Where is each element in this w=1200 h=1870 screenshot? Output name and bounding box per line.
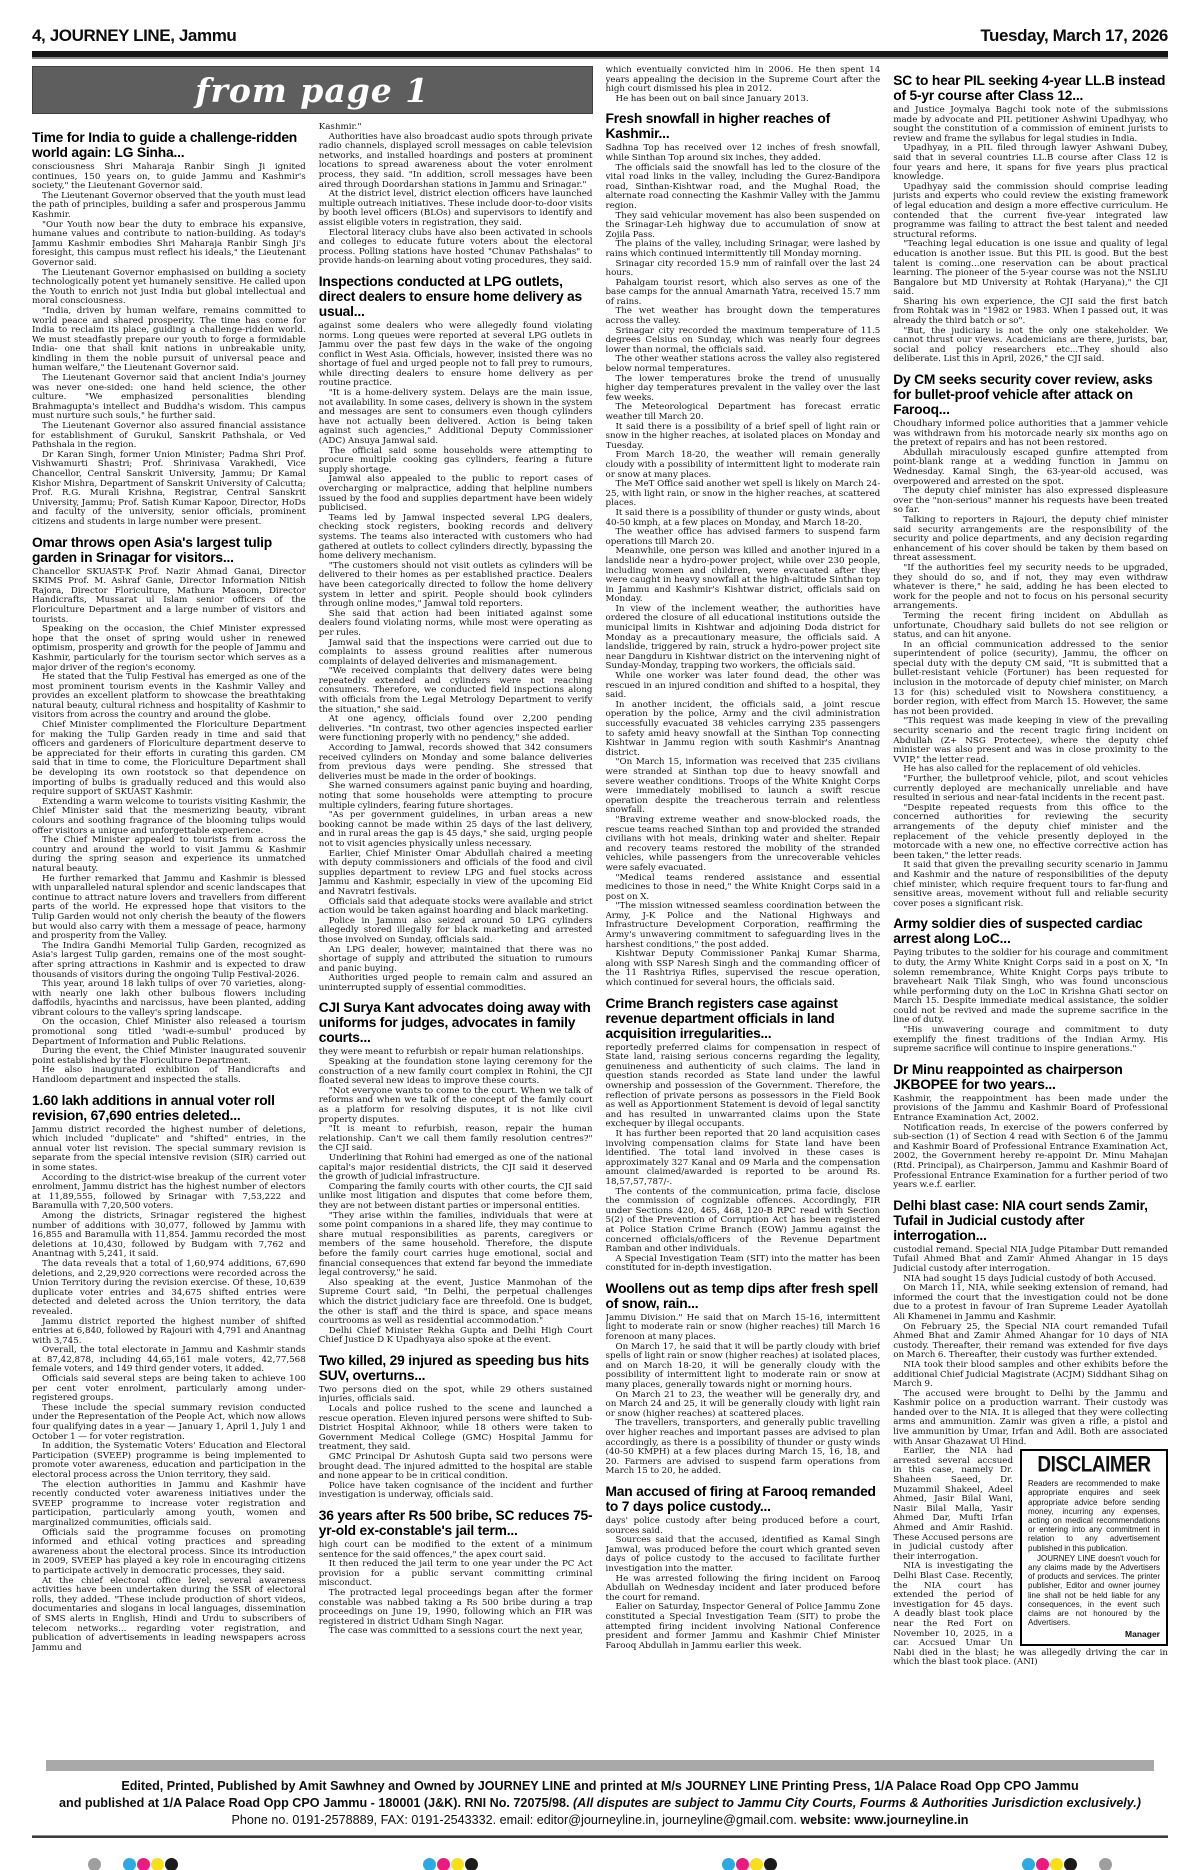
- article-paragraph: A Special Investigation Team (SIT) into the matter has been constituted for in-depth investigation.: [605, 1253, 881, 1274]
- article-body: [606, 144, 881, 988]
- article-paragraph: Kishtwar Deputy Commissioner Pankaj Kumar Sharma, along with SSP Naresh Singh and the commanding officer of the 11 Rashtriya Rifles, supervised the rescue operation, which continued for several hours, the officials said.: [605, 949, 881, 989]
- article-paragraph: In an official communication addressed to the senior superintendent of police (security), Jammu, the officer on special duty with the deputy CM said, "It is submitted that a bullet-resistant vehicle (Fortuner) has been requested for inclusion in the motorcade of deputy chief minister, on March 13 for (his) scheduled visit to Nowshera constituency, a border region, with effect from March 15. However, the same has not been provided.: [893, 639, 1168, 717]
- article-paragraph: NIA took their blood samples and other exhibits before the additional Chief Judicial Magistrate (ACJM) Siddhant Sihag on March 9.: [893, 1359, 1168, 1390]
- registration-dot: [750, 1858, 763, 1870]
- article-paragraph: Delhi Chief Minister Rekha Gupta and Delhi High Court Chief Justice D K Upadhyaya also spoke at the event.: [318, 1325, 593, 1346]
- imprint-line-2: [0, 1795, 1200, 1812]
- article-paragraph: Sharing his own experience, the CJI said the first batch from Rohtak was in "1982 or 1983. When I passed out, it was already the third batch or so".: [893, 296, 1168, 327]
- article-paragraph: Kashmir, the reappointment has been made under the provisions of the Jammu and Kashmir Board of Professional Entrance Examination Act, 2002.: [893, 1093, 1168, 1124]
- page-columns: [32, 66, 1168, 1754]
- article-headline: Dr Minu reappointed as chairperson JKBOPEE for two years...: [893, 1061, 1123, 1092]
- article-paragraph: At the district level, district election officers have launched multiple outreach initiatives. These include door-to-door visits by booth level officers (BLOs) and supervisors to identify and assist eligible voters in registration, they said.: [318, 189, 593, 228]
- left-half: [32, 66, 593, 1754]
- article-headline: Man accused of firing at Farooq remanded to 7 days police custody...: [605, 1483, 876, 1514]
- article-paragraph: Officials said several steps are being taken to achieve 100 per cent voter enrolment, particularly among under-registered groups.: [32, 1374, 306, 1404]
- imprint-line-3-text: Phone no. 0191-2578889, FAX: 0191-2543332. email: editor@journeyline.in, journeyline@gmail.com.: [231, 1813, 801, 1827]
- article-paragraph: Pahalgam tourist resort, which also serves as one of the base camps for the annual Amarnath Yatra, received 15.7 mm of rains.: [605, 277, 881, 307]
- registration-dot: [1022, 1858, 1035, 1870]
- article-paragraph: The case was committed to a sessions court the next year,: [328, 1626, 584, 1637]
- article-paragraph: In another incident, the officials said, a joint rescue operation by the police, Army and the civil administration successfully evacuated 38 vehicles carrying 235 passengers to safety amid heavy snowfall at the Sinthan Top connecting Kishtwar in Jammu region with south Kashmir's Anantnag district.: [605, 699, 881, 758]
- article-paragraph: The election authorities in Jammu and Kashmir have recently conducted voter awareness initiatives under the SVEEP programme to increase voter registration and participation, particularly among youth, women and marginalized communities, officials said.: [32, 1479, 306, 1528]
- article-paragraph: Abdullah miraculously escaped gunfire attempted from point-blank range at a wedding function in Jammu on Wednesday. Kamal Singh, the 63-year-old accused, was overpowered and arrested on the spot.: [893, 447, 1168, 487]
- article-paragraph: Srinagar city recorded the maximum temperature of 11.5 degrees Celsius on Sunday, which was nearly four degrees lower than normal, the officials said.: [605, 325, 881, 355]
- banner-text: from page 1: [195, 70, 430, 110]
- article-body: [32, 568, 306, 1086]
- article-paragraph: "India, driven by human welfare, remains committed to world peace and shared prosperity. The time has come for India to reclaim its place, guiding a challenge-ridden world. We must steadfastly prepare our youth to forge a formidable India- one that shall knit nations in unbreakable unity, kindling in them the noble pursuit of universal peace and human welfare," the Lieutenant Governor said.: [32, 305, 306, 374]
- article-paragraph: days' police custody after being produced before a court, sources said.: [605, 1515, 881, 1536]
- article-paragraph: The data reveals that a total of 1,60,974 additions, 67,690 deletions, and 2,29,920 corrections were recorded across the Union Territory during the revision exercise. Of these, 10,639 duplicate voter entries and 34,675 shifted entries were detected and deleted across the Union territory, the data revealed.: [32, 1258, 306, 1317]
- article-paragraph: The Lieutenant Governor emphasised on building a society technologically potent yet humanely sensitive. He called upon the Youth to enrich not just India but global intellectual and moral consciousness.: [32, 267, 306, 307]
- article-paragraph: On the occasion, Chief Minister also released a tourism promotional song titled 'wadi-e-sumbul' produced by Department of Information and Public Relations.: [32, 1017, 306, 1047]
- article-paragraph: and Justice Joymalya Bagchi took note of the submissions made by advocate and PIL petitioner Ashwini Upadhyay, who sought the constitution of a commission of eminent jurists to review and frame the syllabus for legal studies in India.: [893, 105, 1168, 144]
- article-body: [319, 1386, 593, 1501]
- article-paragraph: The Lieutenant Governor observed that the youth must lead the path of principles, building a safer and prosperous Jammu Kashmir.: [32, 190, 306, 220]
- registration-dot: [123, 1858, 136, 1870]
- article-paragraph: The plains of the valley, including Srinagar, were lashed by rains which continued intermittently till Monday morning.: [605, 239, 881, 259]
- article-paragraph: Speaking on the occasion, the Chief Minister expressed hope that the onset of spring would usher in renewed optimism, prosperity and growth for the people of Jammu and Kashmir, particularly for the tourism sector which serves as a major driver of the region's economy.: [32, 624, 306, 673]
- article-paragraph: "Braving extreme weather and snow-blocked roads, the rescue teams reached Sinthan top and provided the stranded civilians with hot meals, drinking water and shelter. Repair and recovery teams restored the mobility of the stranded vehicles, while passengers from the unrecoverable vehicles were safely evacuated.: [605, 814, 881, 873]
- article-headline: Crime Branch registers case against revenue department officials in land acquisition irregularities...: [605, 995, 838, 1041]
- article-paragraph: In addition, the Systematic Voters' Education and Electoral Participation (SVEEP) programme is being implemented to promote voter awareness, education and participation in the electoral process across the Union territory, they said.: [32, 1441, 306, 1480]
- article-paragraph: which eventually convicted him in 2006. He then spent 14 years appealing the decision in the Supreme Court after the high court dismissed his plea in 2012.: [605, 66, 881, 95]
- article-paragraph: The Lieutenant Governor said that ancient India's journey was never one-sided: one hand held science, the other culture. "We emphasized personalities blending Brahmagupta's intellect and Buddha's wisdom. This campus must nurture such souls," he further said.: [32, 373, 306, 422]
- article-body: [319, 1541, 593, 1637]
- article-body: [32, 163, 306, 528]
- article-body: [319, 1048, 593, 1345]
- article-paragraph: He also inaugurated exhibition of Handicrafts and Handloom department and inspected the stalls.: [32, 1065, 306, 1086]
- article-paragraph: He further remarked that Jammu and Kashmir is blessed with unparalleled natural splendor and scenic landscapes that continue to attract nature lovers and travellers from different parts of the world. He expressed hope that visitors to the Tulip Garden would not only cherish the beauty of the flowers but would also carry with them a message of peace, harmony and prosperity from the Valley.: [32, 873, 306, 942]
- article-paragraph: On March 11, NIA, while seeking extension of remand, had informed the court that the investigation could not be done due to a protest in favour of Iran Supreme Leader Ayatollah Ali Khamenei in Jammu and Kashmir.: [893, 1283, 1168, 1322]
- article-paragraph: The Chief Minister appealed to tourists from across the country and around the world to visit Jammu & Kashmir during the spring season and experience its unmatched natural beauty.: [32, 835, 306, 874]
- article-paragraph: reportedly preferred claims for compensation in respect of State land, raising serious concerns regarding the legality, genuineness and authenticity of such claims. The land in question stands recorded as State land under the lawful ownership and possession of the Government. Therefore, the reflection of private persons as possessors in the Field Book as well as Apportionment Statement is devoid of legal sanctity and has resulted in unwarranted claims upon the State exchequer by illegal occupants.: [605, 1042, 881, 1130]
- article-paragraph: It said there is a possibility of thunder or gusty winds, about 40-50 kmph, at a few places on Monday, and March 18-20.: [605, 507, 881, 528]
- article-body: [606, 1314, 881, 1477]
- article-paragraph: "His unwavering courage and commitment to duty exemplify the finest traditions of the Indian Army. His supreme sacrifice will continue to inspire generations.": [893, 1025, 1168, 1055]
- imprint-line-2-italic: (All disputes are subject to Jammu City Courts, Fourms & Authorities Jurisdiction exclusively.): [572, 1796, 1141, 1810]
- article-headline: 1.60 lakh additions in annual voter roll revision, 67,690 entries deleted...: [32, 1092, 275, 1123]
- masthead-page-info: 4, JOURNEY LINE, Jammu: [32, 26, 237, 45]
- column-4: [893, 66, 1168, 1754]
- article-paragraph: Jammu district recorded the highest number of deletions, which included "duplicate" and "shifted" entries, in the annual voter list revision. The special summary revision is separate from the special intensive revision (SIR) carried out in some states.: [32, 1124, 306, 1173]
- article-paragraph: Overall, the total electorate in Jammu and Kashmir stands at 87,42,878, including 44,65,161 male voters, 42,77,568 female voters, and 149 third gender voters, it added.: [32, 1345, 306, 1375]
- registration-dot: [137, 1858, 150, 1870]
- article-paragraph: The protracted legal proceedings began after the former constable was nabbed taking a Rs 500 bribe during a trap proceedings on June 19, 1990, following which an FIR was registered in district Udham Singh Nagar.: [318, 1587, 593, 1627]
- masthead: [0, 0, 1200, 46]
- column-2: [319, 123, 593, 1754]
- article-paragraph: "Further, the bulletproof vehicle, pilot, and scout vehicles currently deployed are mechanically unreliable and have resulted in serious and near-fatal incidents in the recent past.: [893, 774, 1168, 804]
- article-paragraph: Jammu Division." He said that on March 15-16, intermittent light to moderate rain or snow (higher reaches) till March 16 forenoon at many places.: [605, 1312, 881, 1343]
- disclaimer-title: DISCLAIMER: [1037, 1453, 1151, 1478]
- article-paragraph: "Despite repeated requests from this office to the concerned authorities for reviewing the security arrangements of the deputy chief minister and the replacement of the vehicle presently deployed in the motorcade with a new one, no effective corrective action has been taken," the letter reads.: [893, 802, 1168, 861]
- article-paragraph: Sources said that the accused, identified as Kamal Singh Jamwal, was produced before the court which granted seven days of police custody to the accused to facilitate further investigation into the matter.: [605, 1535, 881, 1574]
- article-body: [319, 322, 593, 994]
- article-paragraph: Srinagar city recorded 15.9 mm of rainfall over the last 24 hours.: [605, 258, 881, 279]
- article-paragraph: Talking to reporters in Rajouri, the deputy chief minister said security arrangements are the responsibility of the security and police departments, and any decision regarding enhancement of his cover should be taken by them based on threat assessment.: [893, 514, 1168, 564]
- article-paragraph: "If the authorities feel my security needs to be upgraded, they should do so, and if not, they may even withdraw whatever is there," he said, adding he has been elected to work for the people and not to focus on his personal security arrangements.: [893, 562, 1168, 612]
- article-paragraph: Sadhna Top has received over 12 inches of fresh snowfall, while Sinthan Top around six inches, they added.: [605, 143, 881, 163]
- article-paragraph: Authorities have also broadcast audio spots through private radio channels, displayed scroll messages on cable television networks, and installed hoardings and posters at prominent locations to spread awareness about the voter enrolment process, they said. "In addition, scroll messages have been aired through Doordarshan stations in Jammu and Srinagar.": [318, 131, 593, 190]
- article-headline: Two killed, 29 injured as speeding bus hits SUV, overturns...: [318, 1352, 589, 1383]
- article-paragraph: It has further been reported that 20 land acquisition cases involving compensation claims for State land have been identified. The total land involved in these cases is approximately 327 Kanal and 09 Marla and the compensation amount claimed/awarded is reported to be around Rs. 18,57,57,787/-.: [605, 1128, 881, 1187]
- article-paragraph: "The customers should not visit outlets as cylinders will be delivered to their homes as per established practice. Dealers have been categorically directed to follow the home delivery system in letter and spirit. People should book cylinders through online modes," Jamwal told reporters.: [318, 560, 593, 610]
- article-paragraph: He was arrested following the firing incident on Farooq Abdullah on Wednesday incident and later produced before the court for remand.: [605, 1573, 881, 1603]
- article-paragraph: Underlining that Rohini had emerged as one of the national capital's major residential districts, the CJI said it deserved the growth of judicial infrastructure.: [318, 1153, 593, 1183]
- article-paragraph: Ealier on Saturday, Inspector General of Police Jammu Zone constituted a Special Investigation Team (SIT) to probe the attempted firing incident involving National Conference president and former Jammu and Kashmir Chief Minister Farooq Abdullah in Jammu earlier this week.: [605, 1602, 881, 1651]
- registration-dot: [736, 1858, 749, 1870]
- article-body: [606, 1044, 881, 1274]
- registration-marks: [88, 1858, 1112, 1870]
- article-paragraph: She warned consumers against panic buying and hoarding, noting that some households were attempting to procure multiple cylinders, fearing future shortages.: [318, 781, 593, 811]
- article-paragraph: The official said some households were attempting to procure multiple cooking gas cylinders, fearing a future supply shortage.: [318, 445, 593, 475]
- article-headline: Army soldier dies of suspected cardiac arrest along LoC...: [893, 916, 1143, 947]
- article-paragraph: Choudhary informed police authorities that a jammer vehicle was withdrawn from his motorcade nearly six months ago on the pretext of repairs and has not been restored.: [893, 419, 1168, 449]
- article-body: [319, 123, 593, 267]
- registration-dot: [151, 1858, 164, 1870]
- article-paragraph: He has been out on bail since January 2013.: [615, 93, 809, 104]
- article-paragraph: high court can be modified to the extent of a minimum sentence for the said offences," the apex court said.: [318, 1540, 593, 1560]
- column-1: [32, 123, 306, 1754]
- article-paragraph: Among the districts, Srinagar registered the highest number of additions with 30,077, followed by Jammu with 16,855 and Baramulla with 11,854. Jammu recorded the most deletions at 10,430, followed by Budgam with 7,762 and Anantnag with 5,241, it said.: [32, 1210, 306, 1260]
- article-paragraph: "As per government guidelines, in urban areas a new booking cannot be made within 25 days of the last delivery, and in rural areas the gap is 45 days," she said, urging people not to visit agencies physically unless necessary.: [318, 810, 593, 849]
- article-paragraph: At one agency, officials found over 2,200 pending deliveries. "In contrast, two other agencies inspected earlier were functioning properly with no pendency," she added.: [318, 714, 593, 744]
- article-paragraph: Meanwhile, one person was killed and another injured in a landslide near a hydro-power project, while over 230 people, including women and children, were evacuated after they were caught in heavy snowfall at the high-altitude Sinthan top in Jammu and Kashmir's Kishtwar district, officials said on Monday.: [605, 546, 881, 605]
- article-paragraph: "Teaching legal education is one issue and quality of legal education is another issue. But this PIL is good. But the best talent is coming...one reservation can be about practical learning. The pioneer of the 5-year course was not the NSLIU Bangalore but MD University at Rohtak (Haryana)," the CJI said.: [893, 239, 1168, 298]
- imprint-line-1: Edited, Printed, Published by Amit Sawhney and Owned by JOURNEY LINE and printed at M/s JOURNEY LINE Printing Press, 1/A Palace Road Opp CPO Jammu: [121, 1779, 1079, 1793]
- article-paragraph: The travellers, transporters, and generally public travelling over higher reaches and important passes are advised to plan accordingly, as there is a possibility of thunder or gusty winds (40-50 KMPH) at a few places during March 15, 16, 18, and 20. Farmers are advised to suspend farm operations from March 15 to 20, he added.: [605, 1418, 881, 1477]
- article-paragraph: They said vehicular movement has also been suspended on the Srinagar-Leh highway due to accumulation of snow at Zojila Pass.: [605, 210, 881, 240]
- article-paragraph: Chancellor SKUAST-K Prof. Nazir Ahmad Ganai, Director SKIMS Prof. M. Ashraf Ganie, Director Information Nitish Rajora, Director Floriculture, Mathura Masoom, Director Handicrafts, Mussarat ul Islam senior officers of the Floriculture Department and a large number of visitors and tourists.: [32, 566, 306, 625]
- article-paragraph: "On March 15, information was received that 235 civilians were stranded at Sinthan top due to heavy snowfall and severe weather conditions. Troops of the White Knight Corps were immediately mobilised to launch a swift rescue operation despite the treacherous terrain and relentless snowfall.: [605, 757, 881, 816]
- article-paragraph: It said that given the prevailing security scenario in Jammu and Kashmir and the nature of responsibilities of the deputy chief minister, which require frequent tours to far-flung and sensitive areas, movement without full and reliable security cover poses a significant risk.: [893, 860, 1168, 909]
- article-paragraph: Paying tributes to the soldier for his courage and commitment to duty, the Army White Knight Corps said in a post on X, "In solemn remembrance, White Knight Corps pays tribute to braveheart Naik Tilak Singh, who was found unconscious while performing duty on the LoC in Krishna Ghati sector on March 15. Despite immediate medical assistance, the soldier could not be revived and made the supreme sacrifice in the line of duty.: [893, 948, 1168, 1026]
- disclaimer-box: [1020, 1449, 1168, 1645]
- disclaimer-paragraph: Readers are recommended to make appropriate enquires and seek appropriate advice before sending money, incurring any expenses, acting on medical recommendations or entering into any commitment in relation to any advertisement published in this publication.: [1028, 1479, 1160, 1553]
- article-paragraph: Terming the recent firing incident on Abdullah as unfortunate, Choudhary said bullets do not see religion or status, and can hit anyone.: [893, 610, 1168, 641]
- article-paragraph: The weather office has advised farmers to suspend farm operations till March 20.: [605, 527, 881, 547]
- article-paragraph: Two persons died on the spot, while 29 others sustained injuries, officials said.: [318, 1384, 593, 1405]
- article-body: [893, 949, 1168, 1055]
- registration-dot: [1099, 1858, 1112, 1870]
- article-paragraph: Extending a warm welcome to tourists visiting Kashmir, the Chief Minister said that the mesmerizing beauty, vibrant colours and soothing fragrance of the blooming tulips would offer visitors a unique and unforgettable experience.: [32, 796, 306, 836]
- article-body: [606, 66, 881, 104]
- article-headline: 36 years after Rs 500 bribe, SC reduces 75-yr-old ex-constable's jail term...: [318, 1508, 593, 1538]
- footer-rule: [32, 1835, 1168, 1838]
- imprint-website: website: www.journeyline.in: [800, 1813, 969, 1827]
- article-paragraph: custodial remand. Special NIA Judge Pitambar Dutt remanded Tufail Ahmed Bhat and Zamir Ahmed Ahangar in 15 days Judicial custody after interrogation.: [893, 1244, 1168, 1274]
- article-paragraph: These include the special summary revision conducted under the Representation of the People Act, which now allows four qualifying dates in a year — January 1, April 1, July 1 and October 1 — for voter registration.: [32, 1402, 306, 1442]
- article-paragraph: Kashmir.": [318, 123, 362, 132]
- article-paragraph: GMC Principal Dr Ashutosh Gupta said two persons were brought dead. The injured admitted to the hospital are stable and none appear to be in critical condition.: [318, 1452, 593, 1482]
- imprint-line-3: [0, 1812, 1200, 1829]
- article-headline: Time for India to guide a challenge-ridden world again: LG Sinha...: [32, 130, 298, 160]
- article-paragraph: From March 18-20, the weather will remain generally cloudy with a possibility of intermittent light to moderate rain or snow at many places.: [605, 450, 881, 480]
- article-paragraph: Speaking at the foundation stone laying ceremony for the construction of a new family court complex in Rohini, the CJI floated several new ideas to improve these courts.: [318, 1057, 593, 1087]
- article-paragraph: The Meteorological Department has forecast erratic weather till March 20.: [605, 402, 881, 422]
- article-paragraph: Jammu district reported the highest number of shifted entries at 6,840, followed by Rajouri with 4,791 and Anantnag with 3,745.: [32, 1316, 306, 1346]
- registration-dot: [1050, 1858, 1063, 1870]
- masthead-date: Tuesday, March 17, 2026: [980, 26, 1168, 45]
- article-paragraph: Earlier, Chief Minister Omar Abdullah chaired a meeting with deputy commissioners and officials of the food and civil supplies department to review LPG and fuel stocks across Jammu and Kashmir, especially in view of the upcoming Eid and Navratri festivals.: [318, 848, 593, 897]
- article-body: [606, 1517, 881, 1651]
- article-body: [32, 1126, 306, 1654]
- article-paragraph: On March 21 to 23, the weather will be generally dry, and on March 24 and 25, it will be generally cloudy with light rain or snow (higher reaches) at scattered places.: [605, 1389, 881, 1419]
- cmyk-dot-group: [123, 1858, 178, 1870]
- article-paragraph: "It is meant to refurbish, reason, repair the human relationship. Can't we call them family resolution centres?" the CJI said.: [318, 1124, 593, 1154]
- article-paragraph: While one worker was later found dead, the other was rescued in an injured condition and shifted to a hospital, they said.: [605, 671, 881, 701]
- article-body: [893, 420, 1168, 909]
- article-headline: Dy CM seeks security cover review, asks for bullet-proof vehicle after attack on Farooq...: [893, 372, 1153, 418]
- article-paragraph: Notification reads, In exercise of the powers conferred by sub-section (1) of Section 4 read with Section 6 of the Jammu and Kashmir Board of Professional Entrance Examination Act, 2002, the Government hereby re-appoint Dr. Minu Mahajan (Rtd. Principal), as Chairperson, Jammu and Kashmir Board of Professional Entrance Examination for a further period of two years w.e.f. earlier.: [893, 1122, 1168, 1191]
- article-paragraph: An LPG dealer, however, maintained that there was no shortage of supply and attributed the situation to rumours and panic buying.: [318, 944, 593, 974]
- article-paragraph: NIA is investigating the Delhi Blast Case. Recently, the NIA court has extended the period of investigation for 45 days. A deadly blast took place near the Red Fort on November 10, 2025, in a car. Accsued Umar Un Nabi died in the blast; he was allegedly driving the car in which the blast took place. (ANI): [893, 1561, 1168, 1668]
- article-paragraph: Police have taken cognisance of the incident and further investigation is underway, officials said.: [318, 1480, 593, 1501]
- article-body: [893, 1246, 1168, 1668]
- article-paragraph: "It is a home-delivery system. Delays are the main issue, not availability. In some cases, delivery is shown in the system and messages are sent to consumers even though cylinders have not actually been delivered. Action is being taken against such agencies," Additional Deputy Commissioner (ADC) Ansuya Jamwal said.: [318, 388, 593, 447]
- registration-dot: [1036, 1858, 1049, 1870]
- article-paragraph: Chief Minister complimented the Floriculture Department for making the Tulip Garden ready in time and said that officers and gardeners of Floriculture department deserve to be appreciated for their efforts in curating this garden. CM said that in time to come, the Floriculture Department shall be developing its own rootstock so that dependence on importing of bulbs is gradually reduced and this would also require support of SKUAST Kashmir.: [32, 720, 306, 798]
- article-paragraph: The Indira Gandhi Memorial Tulip Garden, recognized as Asia's largest Tulip garden, remains one of the most sought-after spring attractions in Kashmir and is expected to draw thousands of visitors during the ongoing Tulip Festival-2026.: [32, 940, 306, 980]
- article-paragraph: "We received complaints that delivery dates were being repeatedly extended and cylinders were not reaching consumers. Therefore, we conducted field inspections along with officials from the Legal Metrology Department to verify the situation," she said.: [318, 666, 593, 715]
- article-headline: CJI Surya Kant advocates doing away with uniforms for judges, advocates in family courts...: [318, 1000, 591, 1046]
- registration-dot: [1064, 1858, 1077, 1870]
- article-paragraph: Earlier, the NIA had arrested several accsued in this case, namely Dr. Shaheen Saeed, Dr. Muzammil Shakeel, Adeel Ahmed, Jasir Bilal Wani, Nasir Bilal Malla, Yasir Ahmed Dar, Mufti Irfan Ahmed and Amir Rashid. These Accused persons are in judicial custody after their interrogation.: [893, 1446, 1013, 1562]
- article-paragraph: It then reduced the jail term to one year under the PC Act provision for a public servant committing criminal misconduct.: [318, 1559, 593, 1589]
- article-paragraph: Officials said the programme focuses on promoting informed and ethical voting practices and spreading awareness about the electoral process. Since its introduction in 2009, SVEEP has played a key role in encouraging citizens to participate actively in democratic processes, they said.: [32, 1527, 306, 1576]
- article-paragraph: NIA had sought 15 days Judicial custody of both Accused.: [903, 1273, 1157, 1284]
- article-paragraph: The Lieutenant Governor also assured financial assistance for establishment of Gurukul, Sanskrit Pathshala, or Ved Pathshala in the region.: [32, 421, 306, 451]
- article-paragraph: "The mission witnessed seamless coordination between the Army, J-K Police and the National Highways and Infrastructure Development Corporation, reaffirming the Army's unwavering commitment to safeguarding lives in the harshest conditions," the post added.: [605, 901, 881, 950]
- registration-dot: [764, 1858, 777, 1870]
- article-paragraph: The MeT Office said another wet spell is likely on March 24-25, with light rain, or snow in the higher reaches, at scattered places.: [605, 479, 881, 509]
- article-paragraph: This year, around 18 lakh tulips of over 70 varieties, along-with nearly one lakh other bulbous flowers including daffodils, hyacinths and narcissus, have been planted, adding vibrant colours to the valley's spring landscape.: [32, 979, 306, 1018]
- article-headline: Delhi blast case: NIA court sends Zamir, Tufail in Judicial custody after interrogation...: [893, 1197, 1148, 1243]
- article-paragraph: The officials said the snowfall has led to the closure of the vital road links in the valley, including the Gurez-Bandipora road, Sinthan-Kishtwar road, and the Mughal Road, the alternate road connecting the Kashmir Valley with the Jammu region.: [605, 162, 881, 211]
- article-paragraph: He has also called for the replacement of old vehicles.: [903, 764, 1141, 775]
- article-paragraph: against some dealers who were allegedly found violating norms. Long queues were reported at several LPG outlets in Jammu over the past few days in the wake of the ongoing conflict in West Asia. Officials, however, insisted there was no shortage of fuel and urged people not to fall prey to rumours, while directing dealers to ensure home delivery as per routine practice.: [318, 320, 593, 389]
- footer-separator-bar: [46, 1760, 1154, 1771]
- article-paragraph: "This request was made keeping in view of the prevailing security scenario and the recent tragic firing incident on Abdullah (Z+ NSG Protectee), where the deputy chief minister was also present and was in close proximity to the VVIP," the letter read.: [893, 716, 1168, 765]
- column-3: [606, 66, 881, 1754]
- article-paragraph: consciousness Shri Maharaja Ranbir Singh Ji ignited continues, 150 years on, to guide Jammu and Kashmir's society," the Lieutenant Governor said.: [32, 162, 306, 192]
- article-paragraph: "But, the judiciary is not the only one stakeholder. We cannot thrust our views. Academicians are there, jurists, bar, social and policy researchers etc...They should also deliberate. List this in April, 2026," the CJI said.: [893, 325, 1168, 365]
- registration-dot: [88, 1858, 101, 1870]
- article-paragraph: It said there is a possibility of a brief spell of light rain or snow in the higher reaches, at isolated places on Monday and Tuesday.: [605, 421, 881, 451]
- article-paragraph: "Our Youth now bear the duty to embrace his expansive, humane values and contribute to nation-building. As today's Jammu Kashmir embodies Shri Maharaja Ranbir Singh Ji's foresight, this campus must reflect his ideals," the Lieutenant Governor said.: [32, 219, 306, 268]
- article-headline: Omar throws open Asia's largest tulip garden in Srinagar for visitors...: [32, 534, 272, 565]
- article-paragraph: Electoral literacy clubs have also been activated in schools and colleges to educate future voters about the electoral process. Polling stations have hosted "Chunav Pathshalas" to provide hands-on learning about voting procedures, they said.: [318, 227, 593, 267]
- article-paragraph: "Not everyone wants to come to the court. When we talk of reforms and when we talk of the concept of the family court as a platform for resolving disputes, it is not like civil property disputes.: [318, 1085, 593, 1125]
- disclaimer-signature: Manager: [1125, 1628, 1160, 1639]
- article-body: [893, 1095, 1168, 1191]
- registration-dot: [451, 1858, 464, 1870]
- imprint-line-2-text: and published at 1/A Palace Road Opp CPO Jammu - 180001 (J&K). RNI No. 72075/98.: [59, 1796, 573, 1810]
- article-paragraph: At the chief electoral office level, several awareness activities have been undertaken during the SSR of electoral rolls, they added. "These include production of short videos, documentaries and slogans in local languages, dissemination of SMS alerts in English, Hindi and Urdu to subscribers of telecom networks... regarding voter registration, and publication of advertisements in leading newspapers across Jammu and: [32, 1575, 306, 1653]
- registration-dot: [722, 1858, 735, 1870]
- article-paragraph: In view of the inclement weather, the authorities have ordered the closure of all educational institutions outside the municipal limits in Kishtwar and adjoining Doda district for Monday as a precautionary measure, the officials said. A landslide, triggered by rain, struck a hydro-power project site near Dangduru in Kishtwar district on the intervening night of Sunday-Monday, trapping two workers, the officials said.: [605, 603, 881, 672]
- article-paragraph: Comparing the family courts with other courts, the CJI said unlike most litigation and disputes that come before them, they are not between distant parties or impersonal entities.: [318, 1181, 593, 1211]
- article-paragraph: According to Jamwal, records showed that 342 consumers received cylinders on Monday and some balance deliveries from previous days were pending. She stressed that deliveries must be made in the order of bookings.: [318, 743, 593, 782]
- article-paragraph: He stated that the Tulip Festival has emerged as one of the most prominent tourism events in the Kashmir Valley and provides an excellent platform to showcase the breathtaking natural beauty, cultural richness and hospitality of Kashmir to visitors from across the country and around the globe.: [32, 672, 306, 721]
- article-paragraph: Upadhyay, in a PIL filed through lawyer Ashwani Dubey, said that in several countries LL.B course after Class 12 is four years and here, it spans for five years plus practical knowledge.: [893, 143, 1168, 183]
- registration-dot: [465, 1858, 478, 1870]
- article-paragraph: "They arise within the families, individuals that were at some point companions in a shared life, they may continue to share mutual responsibilities as parents, caregivers or members of the same household. Therefore, the dispute before the family court carries huge emotional, social and financial consequences that extend far beyond the immediate legal controversy," he said.: [318, 1210, 593, 1279]
- disclaimer-paragraph: JOURNEY LINE doesn't vouch for any claims made by the Advertisers of products and services. The printer publisher, Editor and owner journey line shall not be held liable for any consequences, in the event such claims are not honoured by the Advertisers.: [1028, 1553, 1160, 1628]
- article-paragraph: On February 25, the Special NIA court remanded Tufail Ahmed Bhat and Zamir Ahmed Ahangar for 10 days of NIA custody. Thereafter, their remand was extended for five days on March 6. Thereafter, their custody was further extended.: [893, 1321, 1168, 1361]
- article-paragraph: According to the district-wise breakup of the current voter enrolment, Jammu district has the highest number of electors at 11,89,555, followed by Srinagar with 7,53,222 and Baramulla with 7,20,500 voters.: [32, 1172, 306, 1212]
- article-headline: Fresh snowfall in higher reaches of Kashmir...: [605, 111, 831, 142]
- article-paragraph: The accused were brought to Delhi by the Jammu and Kashmir police on a production warrant. Their custody was handed over to the NIA. It is alleged that they were collecting arms and ammunition. Zamir was given a rifle, a pistol and live ammunition by Umar, Irfan and Adil. Both are associated with Ansar Ghazawat Ul Hind.: [893, 1388, 1168, 1447]
- article-paragraph: Authorities urged people to remain calm and assured an uninterrupted supply of essential commodities.: [318, 973, 593, 993]
- article-body: [893, 106, 1168, 365]
- article-headline: Woollens out as temp dips after fresh spell of snow, rain...: [605, 1280, 879, 1311]
- article-paragraph: Officials said that adequate stocks were available and strict action would be taken against hoarding and black marketing.: [318, 896, 593, 917]
- article-paragraph: She said that action had been initiated against some dealers found violating norms, while most were operating as per rules.: [318, 608, 593, 638]
- from-page-1-banner: [32, 66, 593, 114]
- article-paragraph: The other weather stations across the valley also registered below normal temperatures.: [605, 354, 881, 375]
- registration-dot: [437, 1858, 450, 1870]
- article-headline: SC to hear PIL seeking 4-year LL.B instead of 5-yr course after Class 12...: [893, 73, 1166, 103]
- cmyk-dot-group: [1022, 1858, 1077, 1870]
- article-paragraph: The deputy chief minister has also expressed displeasure over the "non-serious" manner his requests have been treated so far.: [893, 486, 1168, 516]
- article-paragraph: "Medical teams rendered assistance and essential medicines to those in need," the White Knight Corps said in a post on X.: [605, 872, 881, 902]
- cmyk-dot-group: [722, 1858, 777, 1870]
- article-paragraph: Locals and police rushed to the scene and launched a rescue operation. Eleven injured persons were shifted to Sub-District Hospital Akhnoor, while 18 others were taken to Government Medical College (GMC) Hospital Jammu for treatment, they said.: [318, 1404, 593, 1453]
- article-headline: Inspections conducted at LPG outlets, direct dealers to ensure home delivery as usual...: [318, 273, 583, 319]
- masthead-rule: [32, 51, 1168, 59]
- article-paragraph: Teams led by Jamwal inspected several LPG dealers, checking stock registers, booking records and delivery systems. The teams also interacted with customers who had gathered at outlets to collect cylinders directly, bypassing the home delivery mechanism.: [318, 512, 593, 562]
- article-paragraph: The lower temperatures broke the trend of unusually higher day temperatures prevalent in the valley over the last few weeks.: [605, 373, 881, 403]
- article-paragraph: Dr Karan Singh, former Union Minister; Padma Shri Prof. Vishwamurti Shastri; Prof. Shrinivasa Varakhedi, Vice Chancellor, Central Sanskrit University, Jammu; Dr Kamal Kishor Mishra, Department of Sanskrit University of Calcutta; Prof. R.G. Murali Krishna, Registrar, Central Sanskrit University, Jammu; Prof. Satish Kumar Kapoor, Director, HoDs and faculty of the university, senior officials, prominent citizens and students in large number were present.: [32, 449, 306, 527]
- imprint-block: [0, 1778, 1200, 1829]
- article-paragraph: During the event, the Chief Minister inaugurated souvenir point established by the Floriculture Department.: [32, 1046, 306, 1066]
- registration-dot: [165, 1858, 178, 1870]
- registration-dot: [423, 1858, 436, 1870]
- article-paragraph: Jamwal said that the inspections were carried out due to complaints to assess ground realities after numerous complaints of delayed deliveries and mismanagement.: [318, 637, 593, 667]
- article-paragraph: Jamwal also appealed to the public to report cases of overcharging or malpractice, adding that helpline numbers issued by the food and supplies department have been widely publicised.: [318, 474, 593, 514]
- cmyk-dot-group: [423, 1858, 478, 1870]
- article-paragraph: Also speaking at the event, Justice Manmohan of the Supreme Court said, "In Delhi, the perpetual challenges which the district judiciary face are threefold. One is budget, the other is staff and the third is space, and space means courtrooms as well as residential accommodation.": [318, 1277, 593, 1327]
- article-paragraph: they were meant to refurbish or repair human relationships.: [318, 1047, 584, 1058]
- article-paragraph: The contents of the communication, prima facie, disclose the commission of cognizable offences. Accordingly, FIR under Sections 420, 465, 468, 120-B RPC read with Section 5(2) of the Prevention of Corruption Act has been registered at Police Station Crime Branch (EOW) Jammu against the concerned officials/officers of the Revenue Department Ramban and other individuals.: [605, 1186, 881, 1255]
- article-paragraph: The wet weather has brought down the temperatures across the valley.: [605, 306, 881, 327]
- article-paragraph: Police in Jammu also seized around 50 LPG cylinders allegedly stored illegally for black marketing and arrested those involved on Sunday, officials said.: [318, 915, 593, 945]
- article-paragraph: On March 17, he said that it will be partly cloudy with brief spells of light rain or snow (higher reaches) at isolated places, and on March 18-20, it will be generally cloudy with the possibility of intermittent light to moderate rain or snow at many places, generally towards night or morning hours.: [605, 1341, 881, 1391]
- article-paragraph: Upadhyay said the commission should comprise leading jurists and experts who could review the existing framework of legal education and design a more effective curriculum. He contended that the current five-year integrated law programme was failing to attract the best talent and needed structural reforms.: [893, 181, 1168, 240]
